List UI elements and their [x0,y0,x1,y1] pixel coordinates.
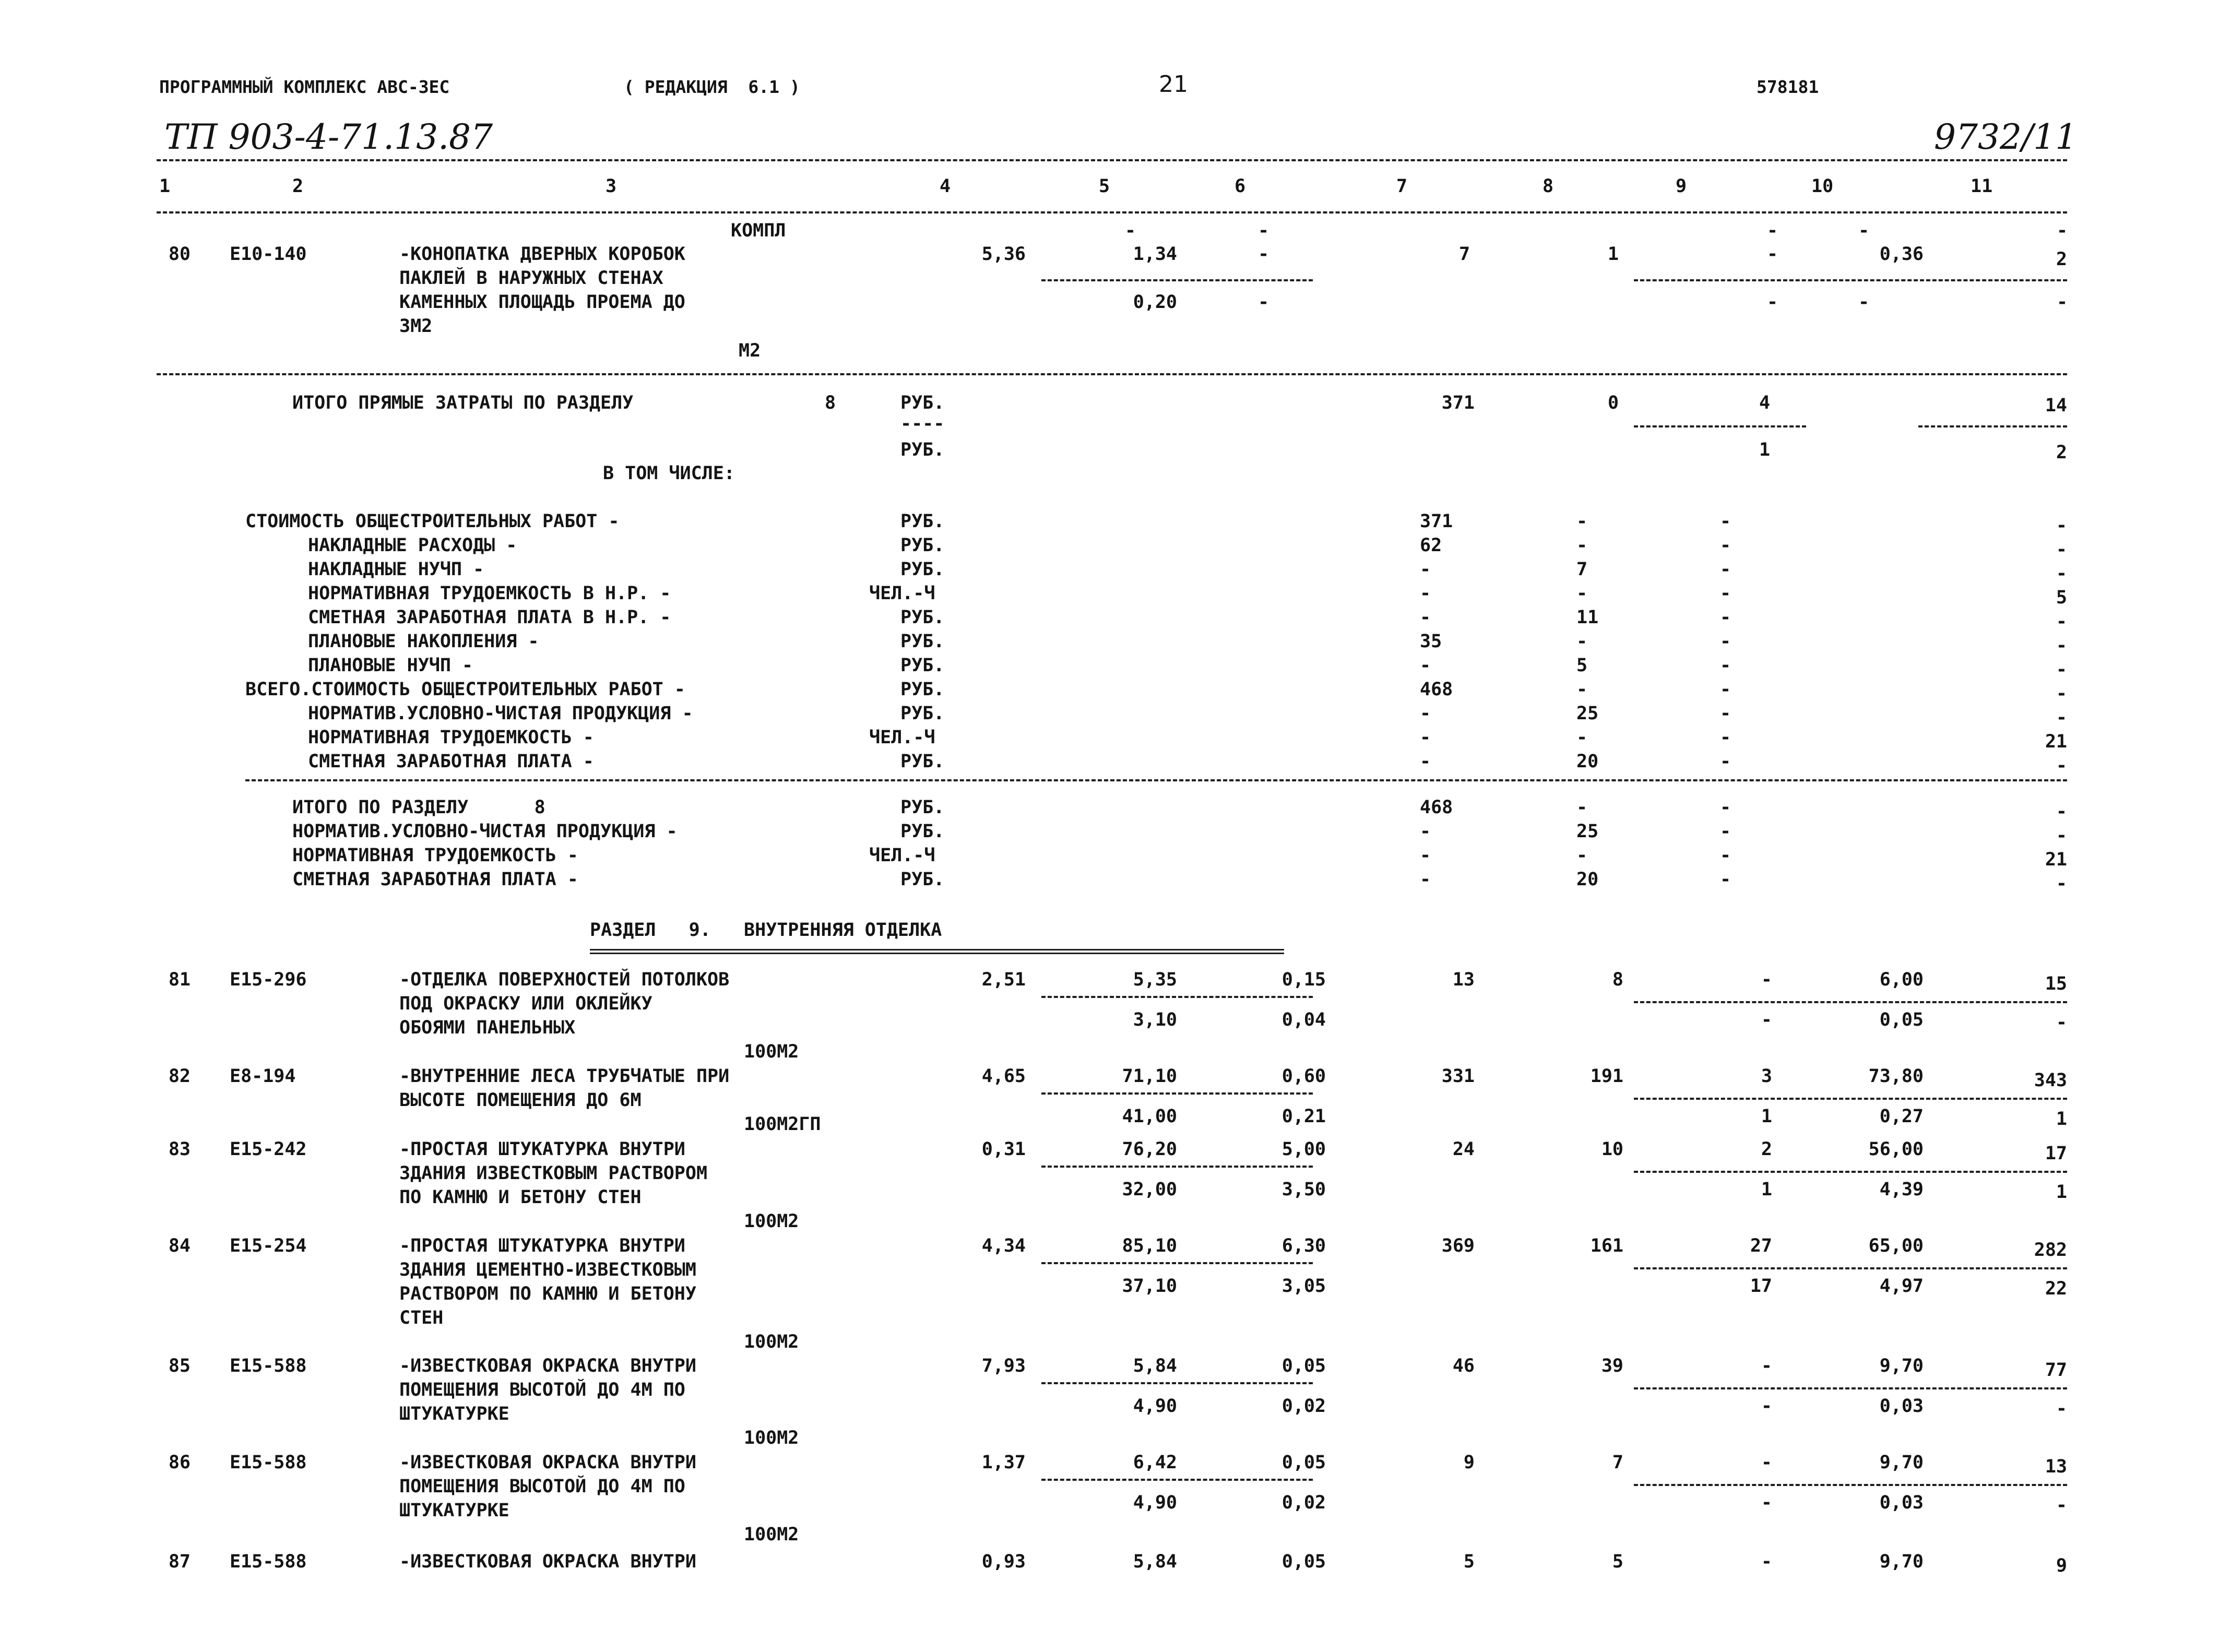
breakdown-c11: - [2056,515,2067,536]
item-c6-second: 0,04 [1281,1009,1326,1030]
item-c4-quantity: 0,31 [981,1139,1026,1160]
item-80-divider-left [1041,279,1313,281]
item-c6-second: 3,50 [1281,1179,1326,1200]
item-description-line: ПО КАМНЮ И БЕТОНУ СТЕН [399,1187,642,1208]
total-direct-unit-separator: ---- [900,413,945,434]
total-direct-costs-unit: РУБ. [900,393,945,413]
item-80-c10-top: - [1858,220,1870,241]
header-rule-bottom [157,211,2067,213]
section-total-c11: - [2056,825,2067,846]
item-c5-second: 41,00 [1122,1106,1177,1127]
section-total-c8: - [1576,845,1588,866]
item-c11-second: - [2056,1012,2067,1033]
item-description-line: РАСТВОРОМ ПО КАМНЮ И БЕТОНУ [399,1283,696,1304]
item-80-c11-second: - [2057,292,2068,313]
item-c7-total: 46 [1452,1356,1475,1376]
column-number-2: 2 [292,176,304,197]
item-c7-total: 24 [1452,1139,1475,1160]
item-80-c6: - [1258,244,1269,265]
section-total-c11: 21 [2045,849,2067,870]
section-total-label: ИТОГО ПО РАЗДЕЛУ 8 [292,797,545,818]
breakdown-c11: - [2056,659,2067,680]
item-code: Е15-588 [230,1551,307,1572]
item-unit: 100М2 [744,1332,799,1352]
item-c5-second: 3,10 [1133,1009,1177,1030]
item-c9: 2 [1761,1139,1772,1160]
breakdown-c8: - [1576,679,1588,700]
breakdown-c9: - [1720,679,1731,700]
item-c4-quantity: 0,93 [981,1551,1026,1572]
item-c7-total: 13 [1452,969,1475,990]
item-c7-total: 9 [1463,1452,1475,1473]
breakdown-c8: 11 [1576,607,1599,628]
item-divider-right [1634,1484,2067,1486]
item-unit: 100М2 [744,1041,799,1062]
item-code: Е8-194 [230,1066,296,1087]
breakdown-unit: РУБ. [900,559,945,580]
breakdown-unit: РУБ. [900,511,945,532]
breakdown-label: СТОИМОСТЬ ОБЩЕСТРОИТЕЛЬНЫХ РАБОТ - [245,511,620,532]
item-c8: 5 [1612,1551,1623,1572]
breakdown-c7: - [1420,655,1431,676]
item-divider-left [1041,996,1313,998]
breakdown-c9: - [1720,607,1731,628]
item-80-c5-second: 0,20 [1133,292,1177,313]
item-80-c7: 7 [1459,244,1470,265]
item-description-line: ШТУКАТУРКЕ [399,1500,509,1521]
breakdown-c9: - [1720,535,1731,556]
item-80-c9-top: - [1767,220,1778,241]
item-c10: 9,70 [1879,1356,1924,1376]
item-c5-second: 4,90 [1133,1492,1177,1513]
total-direct-c11: 14 [2045,395,2067,416]
item-c11: 282 [2034,1240,2067,1261]
item-c10: 9,70 [1879,1551,1924,1572]
section-total-c7: - [1420,869,1431,890]
item-divider-right [1634,1171,2067,1173]
item-description-line: 3М2 [399,316,433,337]
item-c5-price: 71,10 [1122,1066,1177,1087]
column-number-7: 7 [1396,176,1408,197]
section-9-title: РАЗДЕЛ 9. ВНУТРЕННЯЯ ОТДЕЛКА [590,920,942,941]
breakdown-label: НОРМАТИВНАЯ ТРУДОЕМКОСТЬ В Н.Р. - [308,583,671,604]
item-c10: 65,00 [1868,1235,1924,1256]
breakdown-c7: 35 [1420,631,1442,652]
total-direct-unit-2: РУБ. [900,439,945,460]
breakdown-c9: - [1720,655,1731,676]
item-c5-price: 5,35 [1133,969,1177,990]
item-description-line: -ИЗВЕСТКОВАЯ ОКРАСКА ВНУТРИ [399,1356,696,1376]
item-c10: 6,00 [1879,969,1924,990]
breakdown-c8: 25 [1576,703,1599,724]
item-divider-left [1041,1479,1313,1481]
item-c4-quantity: 1,37 [981,1452,1026,1473]
total-direct-c11-second: 2 [2056,442,2067,463]
item-c9-second: 1 [1761,1106,1772,1127]
breakdown-label: СМЕТНАЯ ЗАРАБОТНАЯ ПЛАТА - [308,751,594,772]
item-c5-price: 5,84 [1133,1356,1177,1376]
item-description-line: ПОМЕЩЕНИЯ ВЫСОТОЙ ДО 4М ПО [399,1476,685,1497]
item-c11: 343 [2034,1070,2067,1091]
breakdown-c8: - [1576,583,1588,604]
sheet-reference-handwritten: 9732/11 [1934,117,2078,157]
item-code: Е15-588 [230,1356,307,1376]
item-c8: 191 [1590,1066,1623,1087]
item-c9-second: - [1761,1396,1772,1417]
column-number-9: 9 [1676,176,1687,197]
item-description-line: ЗДАНИЯ ИЗВЕСТКОВЫМ РАСТВОРОМ [399,1163,708,1184]
item-c6: 0,05 [1281,1551,1326,1572]
item-divider-right [1634,1267,2067,1269]
item-c8: 10 [1601,1139,1623,1160]
breakdown-unit: ЧЕЛ.-Ч [869,583,935,604]
item-80-c8: 1 [1608,244,1619,265]
section-total-c11: - [2056,801,2067,822]
section-total-unit: РУБ. [900,797,945,818]
item-c4-quantity: 4,34 [981,1235,1026,1256]
breakdown-c7: 468 [1420,679,1453,700]
item-description-line: КАМЕННЫХ ПЛОЩАДЬ ПРОЕМА ДО [399,292,685,313]
item-description-line: -ИЗВЕСТКОВАЯ ОКРАСКА ВНУТРИ [399,1452,696,1473]
item-c6: 0,15 [1281,969,1326,990]
item-c5-price: 76,20 [1122,1139,1177,1160]
item-c5-second: 4,90 [1133,1396,1177,1417]
breakdown-c7: - [1420,583,1431,604]
breakdown-unit: РУБ. [900,607,945,628]
breakdown-c9: - [1720,727,1731,748]
column-number-8: 8 [1542,176,1554,197]
item-80-c4: 5,36 [981,244,1026,265]
item-c7-total: 5 [1463,1551,1475,1572]
breakdown-c11: - [2056,539,2067,560]
item-c10-second: 0,03 [1879,1396,1924,1417]
item-c6-second: 0,21 [1281,1106,1326,1127]
item-c9: - [1761,1356,1772,1376]
total-direct-costs-section: 8 [825,393,836,413]
breakdown-c8: 5 [1576,655,1588,676]
breakdown-c9: - [1720,559,1731,580]
item-c7-total: 331 [1441,1066,1475,1087]
breakdown-c9: - [1720,631,1731,652]
breakdown-c8: 7 [1576,559,1588,580]
item-description-line: ВЫСОТЕ ПОМЕЩЕНИЯ ДО 6М [399,1090,642,1111]
item-80-unit-top: КОМПЛ [731,220,786,241]
item-code: Е15-588 [230,1452,307,1473]
item-code: Е15-296 [230,969,307,990]
total-direct-costs-label: ИТОГО ПРЯМЫЕ ЗАТРАТЫ ПО РАЗДЕЛУ [292,393,634,413]
breakdown-label: НОРМАТИВНАЯ ТРУДОЕМКОСТЬ - [308,727,594,748]
column-number-4: 4 [940,176,951,197]
breakdown-c8: 20 [1576,751,1599,772]
column-number-6: 6 [1235,176,1246,197]
item-description-line: -ОТДЕЛКА ПОВЕРХНОСТЕЙ ПОТОЛКОВ [399,969,730,990]
item-c9: - [1761,969,1772,990]
breakdown-c11: - [2056,755,2067,776]
item-80-c5-top: - [1125,220,1136,241]
item-number: 86 [168,1452,191,1473]
breakdown-unit: РУБ. [900,703,945,724]
item-number: 80 [168,244,191,265]
section-total-c8: 20 [1576,869,1599,890]
breakdown-unit: РУБ. [900,751,945,772]
item-divider-right [1634,1001,2067,1003]
item-80-divider-right [1634,279,2067,281]
item-description-line: -ВНУТРЕННИЕ ЛЕСА ТРУБЧАТЫЕ ПРИ [399,1066,730,1087]
item-description-line: ЗДАНИЯ ЦЕМЕНТНО-ИЗВЕСТКОВЫМ [399,1259,696,1280]
breakdown-c11: - [2056,707,2067,728]
item-c5-price: 5,84 [1133,1551,1177,1572]
item-c11-second: 1 [2056,1182,2067,1203]
breakdown-c11: 5 [2056,587,2067,608]
item-description-line: -ПРОСТАЯ ШТУКАТУРКА ВНУТРИ [399,1139,685,1160]
item-c6-second: 0,02 [1281,1396,1326,1417]
item-description-line: СТЕН [399,1308,444,1328]
item-c9: 3 [1761,1066,1772,1087]
item-80-c11-top: - [2057,220,2068,241]
item-c4-quantity: 2,51 [981,969,1026,990]
breakdown-label: ПЛАНОВЫЕ НАКОПЛЕНИЯ - [308,631,539,652]
section8-rule [157,373,2067,375]
item-c10-second: 0,03 [1879,1492,1924,1513]
breakdown-unit: РУБ. [900,631,945,652]
section-total-c7: 468 [1420,797,1453,818]
item-c8: 39 [1601,1356,1623,1376]
item-c6: 0,60 [1281,1066,1326,1087]
including-label: В ТОМ ЧИСЛЕ: [603,463,735,484]
section-total-c9: - [1720,869,1731,890]
item-description-line: ПОМЕЩЕНИЯ ВЫСОТОЙ ДО 4М ПО [399,1380,685,1400]
section-total-label: НОРМАТИВ.УСЛОВНО-ЧИСТАЯ ПРОДУКЦИЯ - [292,821,678,842]
item-80-c6-second: - [1258,292,1269,313]
breakdown-label: НОРМАТИВ.УСЛОВНО-ЧИСТАЯ ПРОДУКЦИЯ - [308,703,693,724]
breakdown-c7: - [1420,727,1431,748]
column-number-10: 10 [1811,176,1834,197]
item-code: Е15-254 [230,1235,307,1256]
breakdown-c9: - [1720,751,1731,772]
item-divider-right [1634,1098,2067,1100]
item-unit: 100М2 [744,1211,799,1232]
section-total-label: СМЕТНАЯ ЗАРАБОТНАЯ ПЛАТА - [292,869,578,890]
breakdown-rule [245,779,2067,781]
program-title: ПРОГРАММНЫЙ КОМПЛЕКС АВС-3ЕС [159,77,450,97]
section-total-label: НОРМАТИВНАЯ ТРУДОЕМКОСТЬ - [292,845,578,866]
breakdown-c8: - [1576,727,1588,748]
breakdown-c8: - [1576,511,1588,532]
breakdown-unit: РУБ. [900,679,945,700]
section-9-underline [590,949,1284,954]
breakdown-unit: РУБ. [900,655,945,676]
item-c7-total: 369 [1441,1235,1475,1256]
breakdown-c7: - [1420,559,1431,580]
item-description-line: ПОД ОКРАСКУ ИЛИ ОКЛЕЙКУ [399,993,652,1014]
item-c5-second: 37,10 [1122,1276,1177,1297]
column-number-5: 5 [1099,176,1110,197]
section-total-c7: - [1420,821,1431,842]
section-total-unit: ЧЕЛ.-Ч [869,845,935,866]
breakdown-c8: - [1576,535,1588,556]
item-divider-left [1041,1262,1313,1264]
item-divider-left [1041,1382,1313,1384]
item-number: 87 [168,1551,191,1572]
section-total-c11: - [2056,873,2067,894]
item-c9-second: 1 [1761,1179,1772,1200]
item-divider-left [1041,1092,1313,1095]
breakdown-c11: - [2056,563,2067,584]
item-c9-second: - [1761,1009,1772,1030]
item-c11: 15 [2045,973,2067,994]
item-c5-price: 6,42 [1133,1452,1177,1473]
item-c11: 9 [2056,1555,2067,1576]
item-number: 84 [168,1235,191,1256]
item-c5-price: 85,10 [1122,1235,1177,1256]
item-c8: 8 [1612,969,1623,990]
page-number: 21 [1159,71,1188,98]
section-total-c9: - [1720,797,1731,818]
item-c6: 6,30 [1281,1235,1326,1256]
total-direct-divider-1 [1634,425,1806,427]
item-c10-second: 4,39 [1879,1179,1924,1200]
item-c6: 0,05 [1281,1356,1326,1376]
breakdown-c9: - [1720,583,1731,604]
item-80-unit: М2 [739,340,761,361]
item-c6: 0,05 [1281,1452,1326,1473]
item-c10-second: 4,97 [1879,1276,1924,1297]
item-c11-second: - [2056,1495,2067,1516]
breakdown-c9: - [1720,703,1731,724]
breakdown-c7: 371 [1420,511,1453,532]
breakdown-c11: - [2056,683,2067,704]
item-unit: 100М2 [744,1428,799,1448]
section-total-c8: 25 [1576,821,1599,842]
item-c6-second: 3,05 [1281,1276,1326,1297]
item-80-c11: 2 [2056,249,2067,270]
item-divider-left [1041,1166,1313,1168]
item-code: Е10-140 [230,244,307,265]
item-divider-right [1634,1387,2067,1389]
item-80-c10-second: - [1858,292,1870,313]
item-c8: 7 [1612,1452,1623,1473]
breakdown-c9: - [1720,511,1731,532]
item-c9: - [1761,1452,1772,1473]
total-direct-divider-2 [1918,425,2067,427]
item-c11-second: - [2056,1398,2067,1419]
item-c11-second: 22 [2045,1278,2067,1299]
item-description-line: -ИЗВЕСТКОВАЯ ОКРАСКА ВНУТРИ [399,1551,696,1572]
item-c6: 5,00 [1281,1139,1326,1160]
item-description-line: -КОНОПАТКА ДВЕРНЫХ КОРОБОК [399,244,685,265]
breakdown-c11: - [2056,611,2067,632]
item-description-line: -ПРОСТАЯ ШТУКАТУРКА ВНУТРИ [399,1235,685,1256]
item-80-c9-second: - [1767,292,1778,313]
item-c11-second: 1 [2056,1109,2067,1130]
document-code: 578181 [1757,77,1819,97]
item-c4-quantity: 4,65 [981,1066,1026,1087]
item-number: 82 [168,1066,191,1087]
item-c4-quantity: 7,93 [981,1356,1026,1376]
breakdown-c7: 62 [1420,535,1442,556]
section-total-unit: РУБ. [900,821,945,842]
item-c10: 9,70 [1879,1452,1924,1473]
breakdown-label: СМЕТНАЯ ЗАРАБОТНАЯ ПЛАТА В Н.Р. - [308,607,671,628]
item-description-line: ШТУКАТУРКЕ [399,1404,509,1424]
item-c11: 17 [2045,1143,2067,1164]
item-c5-second: 32,00 [1122,1179,1177,1200]
item-c9: 27 [1750,1235,1772,1256]
item-c9-second: 17 [1750,1276,1772,1297]
item-c8: 161 [1590,1235,1623,1256]
breakdown-c7: - [1420,703,1431,724]
section-total-unit: РУБ. [900,869,945,890]
item-c9-second: - [1761,1492,1772,1513]
item-c6-second: 0,02 [1281,1492,1326,1513]
item-number: 85 [168,1356,191,1376]
item-c10: 56,00 [1868,1139,1924,1160]
column-number-3: 3 [606,176,617,197]
total-direct-c9: 4 [1759,393,1771,413]
item-80-c10: 0,36 [1879,244,1924,265]
item-80-c9: - [1767,244,1778,265]
section-total-c7: - [1420,845,1431,866]
item-description-line: ОБОЯМИ ПАНЕЛЬНЫХ [399,1017,576,1038]
column-number-11: 11 [1971,176,1993,197]
item-c10-second: 0,27 [1879,1106,1924,1127]
breakdown-unit: ЧЕЛ.-Ч [869,727,935,748]
total-direct-c7: 371 [1441,393,1475,413]
breakdown-c7: - [1420,607,1431,628]
total-direct-c8: 0 [1608,393,1619,413]
breakdown-label: НАКЛАДНЫЕ НУЧП - [308,559,484,580]
item-unit: 100М2ГП [744,1114,821,1135]
section-total-c9: - [1720,821,1731,842]
breakdown-c11: - [2056,635,2067,656]
item-code: Е15-242 [230,1139,307,1160]
total-direct-c9-second: 1 [1759,439,1771,460]
item-c11: 77 [2045,1360,2067,1381]
column-number-1: 1 [159,176,171,197]
doc-reference-handwritten: ТП 903-4-71.13.87 [164,117,493,157]
item-80-c5: 1,34 [1133,244,1177,265]
item-description-line: ПАКЛЕЙ В НАРУЖНЫХ СТЕНАХ [399,268,663,289]
breakdown-label: ПЛАНОВЫЕ НУЧП - [308,655,473,676]
item-80-c6-top: - [1258,220,1269,241]
item-unit: 100М2 [744,1524,799,1545]
item-c11: 13 [2045,1456,2067,1477]
item-c9: - [1761,1551,1772,1572]
item-c10-second: 0,05 [1879,1009,1924,1030]
item-number: 81 [168,969,191,990]
item-c10: 73,80 [1868,1066,1924,1087]
section-total-c9: - [1720,845,1731,866]
breakdown-label: ВСЕГО.СТОИМОСТЬ ОБЩЕСТРОИТЕЛЬНЫХ РАБОТ - [245,679,685,700]
header-rule-top [157,159,2067,161]
breakdown-c11: 21 [2045,731,2067,752]
section-total-c8: - [1576,797,1588,818]
edition-label: ( РЕДАКЦИЯ 6.1 ) [624,77,800,97]
breakdown-c7: - [1420,751,1431,772]
breakdown-c8: - [1576,631,1588,652]
breakdown-unit: РУБ. [900,535,945,556]
breakdown-label: НАКЛАДНЫЕ РАСХОДЫ - [308,535,517,556]
item-number: 83 [168,1139,191,1160]
